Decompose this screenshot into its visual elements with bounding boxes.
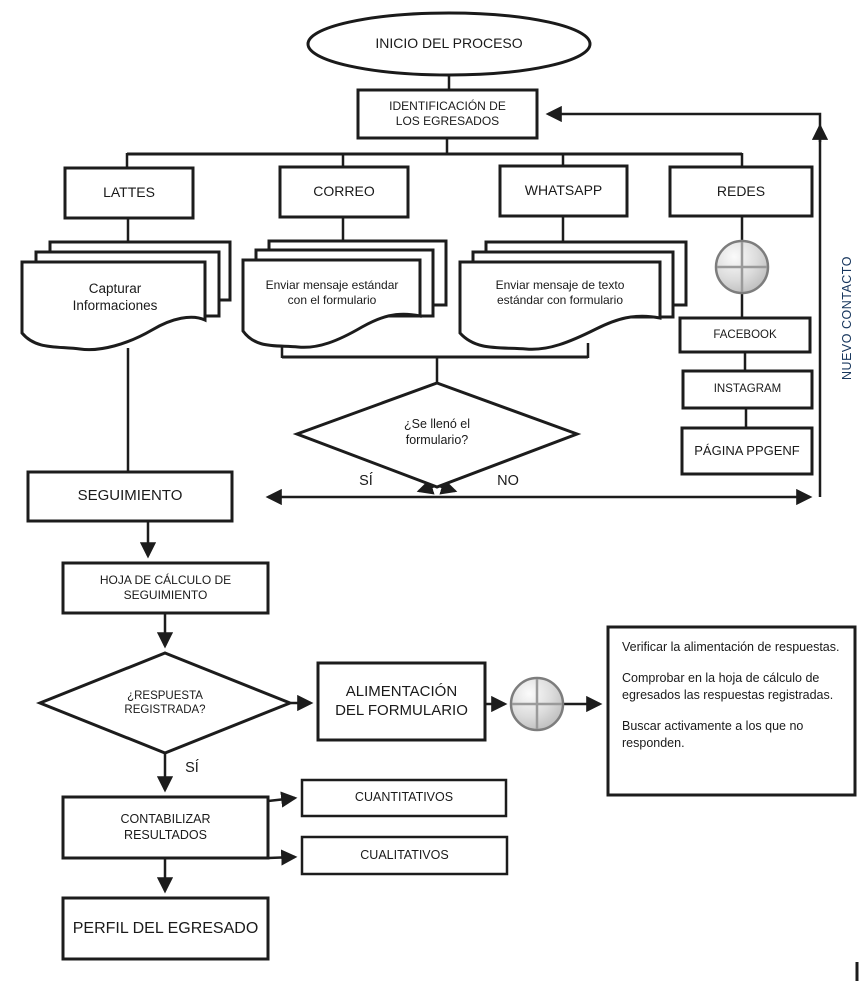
decision-respuesta-diamond [40,653,290,753]
label-seguimiento: SEGUIMIENTO [77,487,183,505]
notes-box [608,627,855,795]
box-correo [280,167,408,217]
label-correo: CORREO [313,183,375,200]
label-facebook: FACEBOOK [713,328,777,341]
decision-formulario-diamond [297,383,577,487]
label-si-1: SÍ [359,472,373,489]
box-cualitativos [302,837,507,874]
label-nuevo-contacto: NUEVO CONTACTO [840,256,855,380]
label-doc-lattes: Capturar Informaciones [72,281,158,313]
junction-connector-redes [716,241,768,293]
label-instagram: INSTAGRAM [713,383,782,396]
label-cualitativos: CUALITATIVOS [360,847,449,862]
label-lattes: LATTES [103,184,155,201]
label-cuantitativos: CUANTITATIVOS [354,790,454,805]
label-doc-correo: Enviar mensaje estándar con el formulario [265,278,399,307]
junction-connector-alimentacion [511,678,563,730]
box-alimentacion [318,663,485,740]
label-contabilizar: CONTABILIZAR RESULTADOS [120,811,211,842]
box-cuantitativos [302,780,506,816]
label-si-2: SÍ [185,759,199,776]
box-instagram [683,371,812,408]
note-comprobar: Comprobar en la hoja de cálculo de egresados las respuestas registradas. [622,670,834,702]
box-lattes [65,168,193,218]
label-hoja-calculo: HOJA DE CÁLCULO DE SEGUIMIENTO [99,573,232,602]
label-decision-formulario: ¿Se llenó el formulario? [403,417,470,447]
multidoc-whatsapp [460,242,686,349]
label-decision-respuesta: ¿RESPUESTA REGISTRADA? [124,689,206,716]
label-doc-whatsapp: Enviar mensaje de texto estándar con formulario [495,278,625,307]
label-no: NO [497,472,519,489]
box-pagina-ppgenf [682,428,812,474]
multidoc-lattes [22,242,230,350]
box-facebook [680,318,810,352]
start-ellipse [308,13,590,75]
label-pagina-ppgenf: PÁGINA PPGENF [694,442,800,458]
label-alimentacion: ALIMENTACIÓN DEL FORMULARIO [335,682,468,719]
note-verificar: Verificar la alimentación de respuestas. [622,640,840,654]
label-perfil: PERFIL DEL EGRESADO [72,919,259,937]
label-start: INICIO DEL PROCESO [375,35,523,52]
box-identificacion [358,90,537,138]
box-contabilizar [63,797,268,858]
box-whatsapp [500,166,627,216]
box-redes [670,167,812,216]
label-redes: REDES [716,182,766,199]
box-perfil [63,898,268,959]
multidoc-correo [243,241,446,347]
note-buscar: Buscar activamente a los que no responden. [622,718,804,750]
box-seguimiento [28,472,232,521]
label-whatsapp: WHATSAPP [524,182,603,199]
box-hoja-calculo [63,563,268,613]
label-identificacion: IDENTIFICACIÓN DE LOS EGRESADOS [389,99,506,128]
